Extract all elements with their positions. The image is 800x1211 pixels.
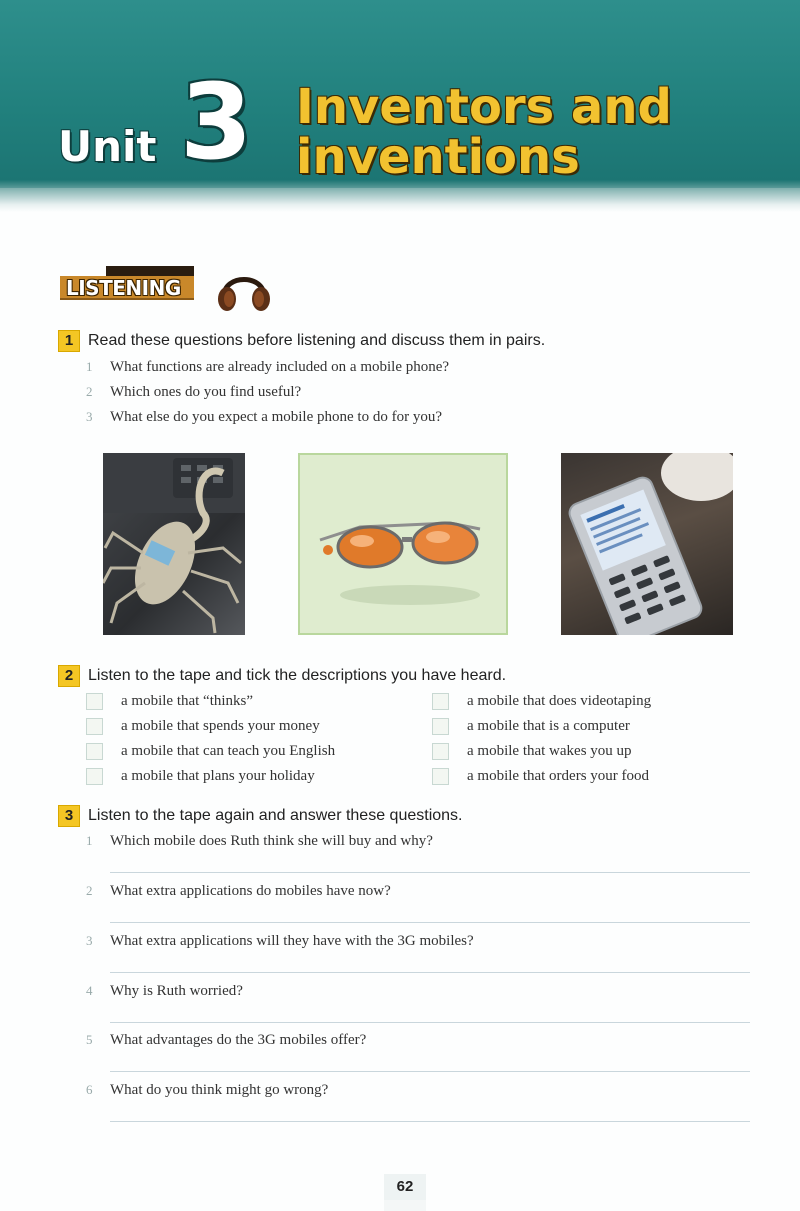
- exercise-1-heading: [58, 330, 545, 352]
- exercise-3-number: 3: [58, 805, 80, 827]
- unit-title-line-2: inventions: [296, 129, 580, 185]
- banner-fade: [0, 188, 800, 212]
- exercise-1-number: 1: [58, 330, 80, 352]
- list-item: a mobile that spends your money: [86, 714, 335, 739]
- answer-line[interactable]: [110, 1121, 750, 1122]
- page-number-strip: [384, 1200, 426, 1211]
- tick-checkbox[interactable]: [432, 743, 449, 760]
- tick-checkbox[interactable]: [432, 768, 449, 785]
- list-item: a mobile that does videotaping: [432, 689, 651, 714]
- tick-checkbox[interactable]: [86, 693, 103, 710]
- exercise-2-instruction: Listen to the tape and tick the descriptions you have heard.: [88, 667, 507, 684]
- tick-checkbox[interactable]: [432, 693, 449, 710]
- answer-line[interactable]: [110, 1071, 750, 1072]
- listening-section-label: [60, 266, 194, 300]
- headphones-icon: [214, 266, 274, 319]
- unit-number: 3: [180, 61, 253, 183]
- answer-line[interactable]: [110, 1022, 750, 1023]
- tick-checkbox[interactable]: [86, 768, 103, 785]
- list-item: a mobile that is a computer: [432, 714, 651, 739]
- list-item: 1 What functions are already included on a mobile phone?: [86, 359, 450, 375]
- unit-title-line-1: Inventors and: [296, 79, 672, 135]
- tick-checkbox[interactable]: [86, 743, 103, 760]
- answer-question-3: 3 What extra applications will they have with the 3G mobiles?: [86, 930, 750, 952]
- unit-title: [296, 79, 672, 185]
- list-item: 2 Which ones do you find useful?: [86, 384, 302, 400]
- scorpion-phone-photo: [103, 453, 245, 635]
- pda-phone-photo: [561, 453, 733, 635]
- tick-checkbox[interactable]: [86, 718, 103, 735]
- list-item: 3 What else do you expect a mobile phone to do for you?: [86, 409, 442, 425]
- page-number: 62: [384, 1174, 426, 1200]
- tick-checkbox[interactable]: [432, 718, 449, 735]
- exercise-1-instruction: Read these questions before listening and discuss them in pairs.: [88, 332, 546, 349]
- list-item: a mobile that orders your food: [432, 764, 651, 789]
- answer-question-6: 6 What do you think might go wrong?: [86, 1079, 750, 1101]
- exercise-1-questions: [86, 354, 449, 429]
- answer-line[interactable]: [110, 872, 750, 873]
- list-item: a mobile that can teach you English: [86, 739, 335, 764]
- answer-question-5: 5 What advantages do the 3G mobiles offer?: [86, 1029, 750, 1051]
- answer-line[interactable]: [110, 972, 750, 973]
- list-item: a mobile that wakes you up: [432, 739, 651, 764]
- answer-question-1: 1 Which mobile does Ruth think she will buy and why?: [86, 830, 750, 852]
- sunglasses-photo: [298, 453, 508, 635]
- tick-list-left: [86, 689, 335, 789]
- label-accent: [106, 266, 194, 276]
- answer-question-2: 2 What extra applications do mobiles have now?: [86, 880, 750, 902]
- list-item: a mobile that “thinks”: [86, 689, 335, 714]
- exercise-3-instruction: Listen to the tape again and answer these questions.: [88, 807, 463, 824]
- answer-question-4: 4 Why is Ruth worried?: [86, 980, 750, 1002]
- section-label-text: LISTENING: [66, 276, 181, 300]
- exercise-3-heading: [58, 805, 462, 827]
- unit-label: Unit: [58, 122, 157, 171]
- answer-line[interactable]: [110, 922, 750, 923]
- exercise-2-number: 2: [58, 665, 80, 687]
- tick-list-right: [432, 689, 651, 789]
- exercise-2-heading: [58, 665, 506, 687]
- list-item: a mobile that plans your holiday: [86, 764, 335, 789]
